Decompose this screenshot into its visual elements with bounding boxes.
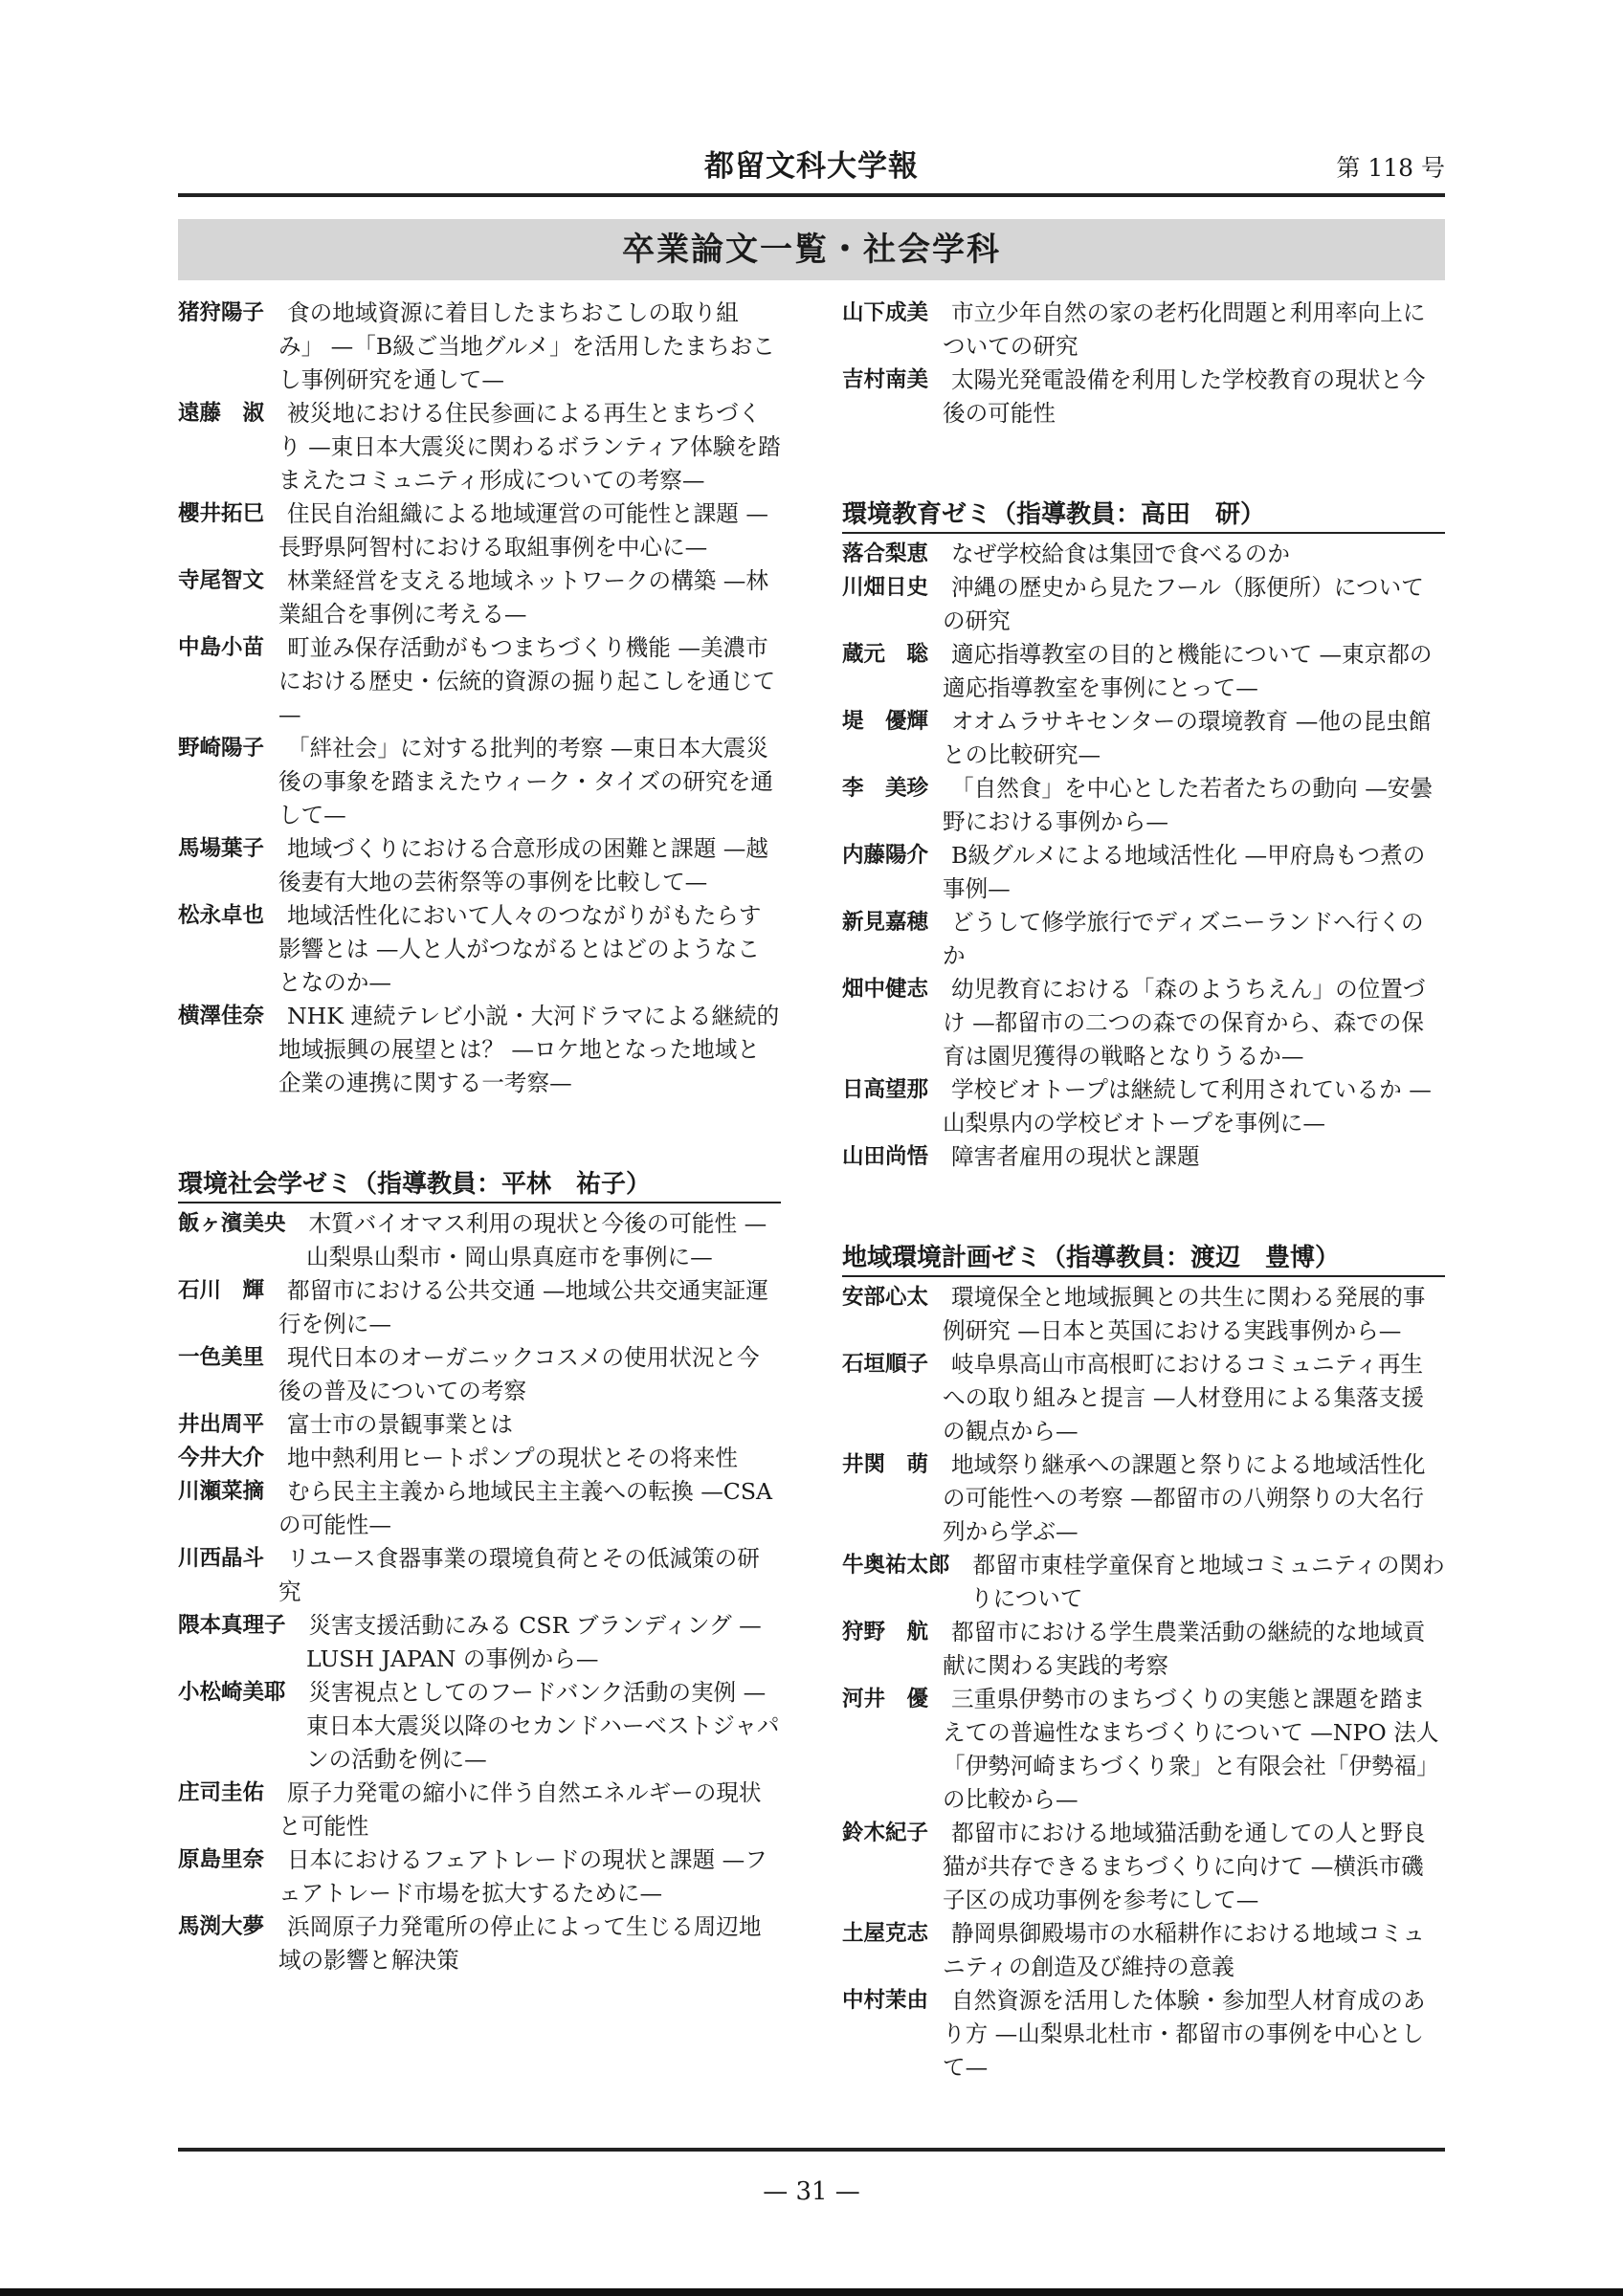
thesis-title: 住民自治組織による地域運営の可能性と課題 —長野県阿智村における取組事例を中心に— [278, 500, 768, 561]
thesis-title: 環境保全と地域振興との共生に関わる発展的事例研究 —日本と英国における実践事例から— [943, 1284, 1426, 1344]
thesis-entry [842, 1917, 1445, 1984]
thesis-entry [842, 1616, 1445, 1683]
thesis-title: 現代日本のオーガニックコスメの使用状況と今後の普及についての考察 [278, 1344, 760, 1404]
thesis-title: オオムラサキセンターの環境教育 —他の昆虫館との比較研究— [943, 708, 1432, 768]
thesis-title: 「自然食」を中心とした若者たちの動向 —安曇野における事例から— [943, 775, 1433, 835]
thesis-entry [842, 1984, 1445, 2085]
thesis-title: 自然資源を活用した体験・参加型人材育成のあり方 —山梨県北杜市・都留市の事例を中心として— [943, 1987, 1426, 2081]
thesis-title: 「絆社会」に対する批判的考察 —東日本大震災後の事象を踏まえたウィーク・タイズの研究を通して— [278, 735, 773, 828]
issue-number: 第 118 号 [1336, 154, 1445, 182]
thesis-entry [842, 1817, 1445, 1917]
seminar-section [842, 497, 1445, 1174]
student-name: 河井 優 [842, 1687, 929, 1711]
student-name: 櫻井拓巳 [178, 501, 265, 526]
thesis-entry [178, 899, 781, 1000]
thesis-title: リユース食器事業の環境負荷とその低減策の研究 [278, 1545, 760, 1605]
thesis-entry [842, 1549, 1445, 1616]
thesis-entry [178, 564, 781, 631]
thesis-entry [178, 1475, 781, 1542]
thesis-entry [178, 1609, 781, 1676]
student-name: 井関 萌 [842, 1452, 929, 1477]
right-column [842, 297, 1445, 2085]
student-name: 松永卓也 [178, 903, 265, 928]
thesis-entry [842, 973, 1445, 1073]
thesis-title: 日本におけるフェアトレードの現状と課題 —フェアトレード市場を拡大するために— [278, 1846, 767, 1907]
student-name: 寺尾智文 [178, 568, 265, 593]
thesis-title: 被災地における住民参画による再生とまちづくり —東日本大震災に関わるボランティア体験を踏まえたコミュニティ形成についての考察— [278, 400, 781, 494]
student-name: 石川 輝 [178, 1278, 265, 1303]
thesis-entry [178, 1207, 781, 1274]
thesis-entry [178, 1542, 781, 1609]
thesis-entry [178, 1341, 781, 1408]
student-name: 山田尚悟 [842, 1144, 929, 1169]
student-name: 川西晶斗 [178, 1546, 265, 1571]
thesis-entry [178, 732, 781, 832]
thesis-entry [842, 1073, 1445, 1140]
thesis-title: 地中熱利用ヒートポンプの現状とその将来性 [287, 1445, 738, 1471]
seminar-section [178, 297, 781, 1100]
student-name: 狩野 航 [842, 1620, 929, 1645]
publication-title: 都留文科大学報 [704, 149, 919, 184]
left-column [178, 297, 781, 1977]
thesis-title: 地域づくりにおける合意形成の困難と課題 —越後妻有大地の芸術祭等の事例を比較して— [278, 835, 768, 895]
thesis-entry [842, 1140, 1445, 1174]
thesis-title: 学校ビオトープは継続して利用されているか —山梨県内の学校ビオトープを事例に— [943, 1076, 1432, 1137]
thesis-title: 障害者雇用の現状と課題 [951, 1143, 1200, 1170]
student-name: 庄司圭佑 [178, 1780, 265, 1805]
student-name: 内藤陽介 [842, 843, 929, 868]
thesis-entry [178, 1274, 781, 1341]
thesis-entry [842, 1348, 1445, 1448]
thesis-entry [842, 571, 1445, 638]
student-name: 山下成美 [842, 300, 929, 325]
student-name: 今井大介 [178, 1446, 265, 1470]
thesis-title: 都留市における学生農業活動の継続的な地域貢献に関わる実践的考察 [943, 1619, 1426, 1679]
thesis-title: 町並み保存活動がもつまちづくり機能 —美濃市における歴史・伝統的資源の掘り起こしを通じて— [278, 634, 776, 728]
thesis-entry [842, 364, 1445, 430]
thesis-entry [842, 538, 1445, 571]
student-name: 小松崎美耶 [178, 1680, 286, 1705]
student-name: 原島里奈 [178, 1847, 265, 1872]
thesis-title: どうして修学旅行でディズニーランドへ行くのか [943, 909, 1424, 969]
seminar-section [178, 1167, 781, 1977]
thesis-entry [178, 297, 781, 397]
thesis-title: 適応指導教室の目的と機能について —東京都の適応指導教室を事例にとって— [943, 641, 1433, 701]
student-name: 中島小苗 [178, 635, 265, 660]
student-name: 吉村南美 [842, 367, 929, 392]
thesis-title: 太陽光発電設備を利用した学校教育の現状と今後の可能性 [943, 366, 1426, 427]
section-banner: 卒業論文一覧・社会学科 [178, 219, 1445, 280]
student-name: 横澤佳奈 [178, 1004, 265, 1028]
footer-rule [178, 2148, 1445, 2152]
page-header [178, 142, 1445, 195]
thesis-title: 食の地域資源に着目したまちおこしの取り組み」 —「B級ご当地グルメ」を活用したまちおこし事例研究を通して— [278, 299, 775, 393]
student-name: 土屋克志 [842, 1921, 929, 1946]
student-name: 堤 優輝 [842, 709, 929, 734]
student-name: 馬渕大夢 [178, 1914, 265, 1939]
student-name: 牛奥祐太郎 [842, 1553, 950, 1578]
thesis-entry [178, 1676, 781, 1777]
student-name: 石垣順子 [842, 1352, 929, 1377]
thesis-title: 災害支援活動にみる CSR ブランディング —LUSH JAPAN の事例から— [306, 1612, 762, 1672]
student-name: 中村茉由 [842, 1988, 929, 2013]
thesis-entry [842, 906, 1445, 973]
scan-edge [0, 2288, 1623, 2296]
thesis-title: 都留市における公共交通 —地域公共交通実証運行を例に— [278, 1277, 768, 1337]
thesis-entry [178, 631, 781, 732]
student-name: 野崎陽子 [178, 736, 265, 761]
thesis-title: 富士市の景観事業とは [287, 1411, 513, 1438]
thesis-title: 幼児教育における「森のようちえん」の位置づけ —都留市の二つの森での保育から、森での保育は園児獲得の戦略となりうるか— [943, 976, 1426, 1070]
thesis-title: なぜ学校給食は集団で食べるのか [951, 541, 1290, 567]
student-name: 蔵元 聡 [842, 642, 929, 667]
student-name: 日高望那 [842, 1077, 929, 1102]
student-name: 畑中健志 [842, 977, 929, 1002]
thesis-title: 岐阜県高山市高根町におけるコミュニティ再生への取り組みと提言 —人材登用による集落支援の観点から— [943, 1351, 1424, 1445]
student-name: 新見嘉穂 [842, 910, 929, 935]
thesis-title: 林業経営を支える地域ネットワークの構築 —林業組合を事例に考える— [278, 567, 768, 628]
student-name: 安部心太 [842, 1285, 929, 1310]
thesis-title: 沖縄の歴史から見たフール（豚便所）についての研究 [943, 574, 1424, 634]
student-name: 一色美里 [178, 1345, 265, 1370]
thesis-title: 地域活性化において人々のつながりがもたらす影響とは —人と人がつながるとはどのようなことなのか— [278, 902, 762, 996]
thesis-entry [842, 772, 1445, 839]
thesis-title: 市立少年自然の家の老朽化問題と利用率向上についての研究 [943, 299, 1426, 360]
student-name: 川畑日史 [842, 575, 929, 600]
student-name: 隈本真理子 [178, 1613, 286, 1638]
thesis-entry [178, 397, 781, 497]
thesis-title: 浜岡原子力発電所の停止によって生じる周辺地域の影響と解決策 [278, 1913, 762, 1974]
thesis-entry [842, 1281, 1445, 1348]
thesis-entry [178, 1000, 781, 1100]
seminar-section [842, 1241, 1445, 2085]
thesis-entry [178, 1408, 781, 1442]
thesis-entry [178, 497, 781, 564]
thesis-title: むら民主主義から地域民主主義への転換 —CSA の可能性— [278, 1478, 773, 1538]
thesis-entry [842, 839, 1445, 906]
thesis-entry [178, 1910, 781, 1977]
seminar-section [842, 297, 1445, 430]
student-name: 馬場葉子 [178, 836, 265, 861]
thesis-title: 木質バイオマス利用の現状と今後の可能性 —山梨県山梨市・岡山県真庭市を事例に— [306, 1210, 767, 1270]
thesis-title: 都留市東桂学童保育と地域コミュニティの関わりについて [970, 1552, 1445, 1612]
thesis-title: 三重県伊勢市のまちづくりの実態と課題を踏まえての普遍性なまちづくりについて —NPO 法人「伊勢河崎まちづくり衆」と有限会社「伊勢福」の比較から— [943, 1686, 1439, 1813]
thesis-entry [842, 1683, 1445, 1817]
thesis-title: B級グルメによる地域活性化 —甲府鳥もつ煮の事例— [943, 842, 1426, 902]
thesis-entry [178, 1843, 781, 1910]
student-name: 落合梨恵 [842, 541, 929, 566]
student-name: 李 美珍 [842, 776, 929, 801]
thesis-entry [842, 1448, 1445, 1549]
seminar-heading: 環境社会学ゼミ（指導教員：平林 祐子） [178, 1167, 781, 1203]
seminar-heading: 地域環境計画ゼミ（指導教員：渡辺 豊博） [842, 1241, 1445, 1277]
thesis-entry [178, 1777, 781, 1843]
thesis-title: 静岡県御殿場市の水稲耕作における地域コミュニティの創造及び維持の意義 [943, 1920, 1426, 1980]
thesis-title: 都留市における地域猫活動を通しての人と野良猫が共存できるまちづくりに向けて —横浜市磯子区の成功事例を参考にして— [943, 1820, 1426, 1913]
student-name: 遠藤 淑 [178, 401, 265, 426]
thesis-entry [842, 705, 1445, 772]
thesis-entry [178, 1442, 781, 1475]
thesis-title: NHK 連続テレビ小説・大河ドラマによる継続的地域振興の展望とは？ —ロケ地となった地域と企業の連携に関する一考察— [278, 1003, 780, 1096]
page-number: — 31 — [763, 2177, 860, 2206]
thesis-title: 地域祭り継承への課題と祭りによる地域活性化の可能性への考察 —都留市の八朔祭りの大名行列から学ぶ— [943, 1451, 1426, 1545]
student-name: 井出周平 [178, 1412, 265, 1437]
thesis-title: 災害視点としてのフードバンク活動の実例 —東日本大震災以降のセカンドハーベストジャパンの活動を例に— [306, 1679, 780, 1773]
student-name: 鈴木紀子 [842, 1821, 929, 1845]
student-name: 猪狩陽子 [178, 300, 265, 325]
student-name: 川瀬菜摘 [178, 1479, 265, 1504]
thesis-entry [842, 638, 1445, 705]
thesis-entry [842, 297, 1445, 364]
student-name: 飯ヶ濱美央 [178, 1211, 286, 1236]
seminar-heading: 環境教育ゼミ（指導教員：高田 研） [842, 497, 1445, 534]
thesis-entry [178, 832, 781, 899]
thesis-title: 原子力発電の縮小に伴う自然エネルギーの現状と可能性 [278, 1779, 762, 1840]
header-rule [178, 193, 1445, 197]
